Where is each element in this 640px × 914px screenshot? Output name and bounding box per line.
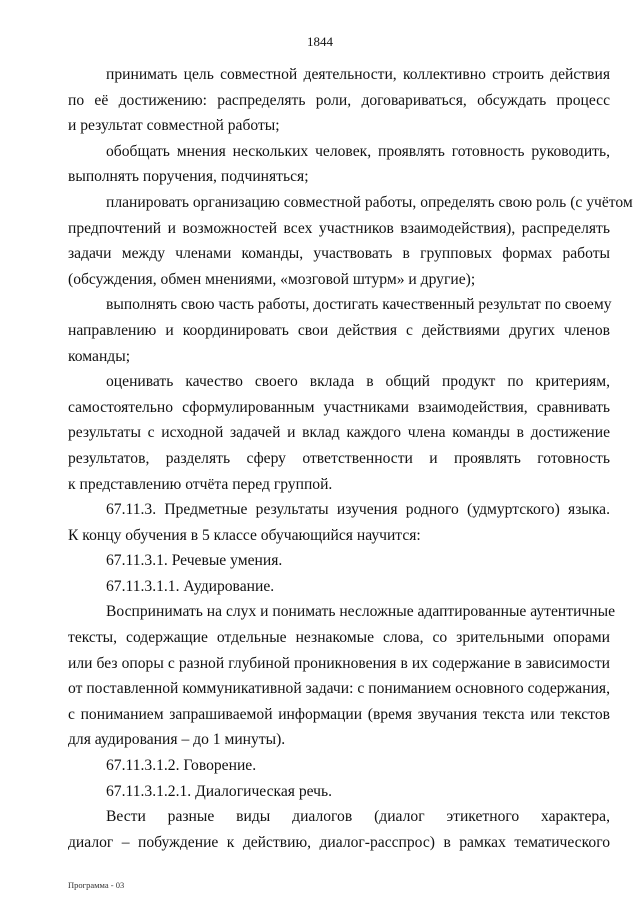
paragraph-line: обобщать мнения нескольких человек, проявлять готовность руководить,	[106, 142, 610, 160]
paragraph-line: 67.11.3. Предметные результаты изучения родного (удмуртского) языка.	[106, 501, 610, 519]
paragraph	[68, 292, 610, 369]
paragraph	[68, 497, 610, 548]
paragraph-line: 67.11.3.1. Речевые умения.	[106, 552, 283, 570]
paragraph-line: К концу обучения в 5 классе обучающийся научится:	[68, 526, 421, 544]
page-number: 1844	[307, 34, 333, 49]
paragraph-line: или без опоры с разной глубиной проникновения в их содержание в зависимости	[68, 654, 610, 672]
paragraph	[68, 599, 615, 753]
paragraph-line: направлению и координировать свои действия с действиями других членов	[68, 321, 610, 339]
document-body	[68, 62, 633, 855]
paragraph-line: принимать цель совместной деятельности, коллективно строить действия	[106, 66, 610, 83]
paragraph-line: для аудирования – до 1 минуты).	[68, 731, 286, 749]
paragraph-line: от поставленной коммуникативной задачи: с пониманием основного содержания,	[68, 680, 610, 698]
paragraph-line: Воспринимать на слух и понимать несложные адаптированные аутентичные	[106, 603, 615, 621]
paragraph-line: диалог – побуждение к действию, диалог-расспрос) в рамках тематического	[68, 833, 610, 851]
paragraph-line: с пониманием запрашиваемой информации (время звучания текста или текстов	[68, 705, 610, 723]
paragraph-line: результатов, разделять сферу ответственности и проявлять готовность	[68, 449, 610, 467]
paragraph-line: задачи между членами команды, участвовать в групповых формах работы	[68, 245, 610, 263]
paragraph-line: выполнять поручения, подчиняться;	[68, 168, 309, 186]
paragraph	[68, 62, 610, 139]
paragraph-line: команды;	[68, 347, 131, 365]
paragraph-line: (обсуждения, обмен мнениями, «мозговой штурм» и другие);	[68, 270, 476, 288]
paragraph	[68, 779, 610, 805]
paragraph	[68, 548, 610, 574]
paragraph-line: к представлению отчёта перед группой.	[68, 475, 333, 493]
paragraph-line: оценивать качество своего вклада в общий продукт по критериям,	[106, 373, 610, 391]
paragraph-line: выполнять свою часть работы, достигать качественный результат по своему	[106, 296, 612, 314]
footer-label: Программа - 03	[68, 880, 125, 890]
paragraph	[68, 190, 633, 292]
paragraph-line: тексты, содержащие отдельные незнакомые слова, со зрительными опорами	[68, 629, 610, 647]
paragraph	[68, 574, 610, 600]
paragraph-line: по её достижению: распределять роли, договариваться, обсуждать процесс	[68, 91, 610, 109]
paragraph-line: 67.11.3.1.2.1. Диалогическая речь.	[106, 782, 333, 800]
paragraph-line: планировать организацию совместной работы, определять свою роль (с учётом	[106, 193, 633, 211]
paragraph	[68, 369, 610, 497]
paragraph	[68, 139, 610, 190]
paragraph-line: и результат совместной работы;	[68, 117, 280, 135]
paragraph-line: предпочтений и возможностей всех участников взаимодействия), распределять	[68, 219, 610, 237]
paragraph-line: результаты с исходной задачей и вклад каждого члена команды в достижение	[68, 424, 610, 442]
paragraph-line: 67.11.3.1.2. Говорение.	[106, 757, 257, 775]
paragraph-line: самостоятельно сформулированным участниками взаимодействия, сравнивать	[68, 398, 610, 416]
paragraph	[68, 753, 610, 779]
paragraph	[68, 804, 610, 855]
paragraph-line: Вести разные виды диалогов (диалог этикетного характера,	[106, 808, 610, 826]
paragraph-line: 67.11.3.1.1. Аудирование.	[106, 577, 275, 595]
